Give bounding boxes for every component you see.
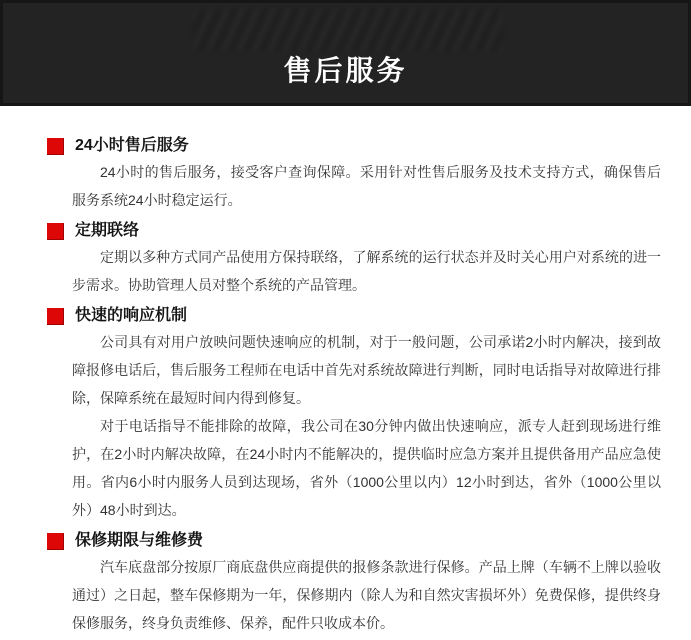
section-paragraph: 24小时的售后服务，接受客户查询保障。采用针对性售后服务及技术支持方式，确保售后服务系统24小时稳定运行。 [72, 164, 661, 208]
header-banner [0, 0, 691, 106]
section-paragraph: 公司具有对用户放映问题快速响应的机制，对于一般问题，公司承诺2小时内解决，接到故障报修电话后，售后服务工程师在电话中首先对系统故障进行判断，同时电话指导对故障进行排除，保障系统在最短时间内得到修复。 [72, 334, 661, 406]
section-heading: 快速的响应机制 [75, 307, 188, 324]
red-square-bullet-icon [47, 138, 64, 155]
section-warranty [47, 532, 661, 637]
section-heading-row [47, 137, 661, 155]
section-heading-row [47, 222, 661, 240]
section-fast-response [47, 307, 661, 524]
page-title: 售后服务 [283, 55, 408, 86]
red-square-bullet-icon [47, 308, 64, 325]
section-heading-row [47, 532, 661, 550]
red-square-bullet-icon [47, 533, 64, 550]
section-paragraph: 定期以多种方式同产品使用方保持联络，了解系统的运行状态并及时关心用户对系统的进一步需求。协助管理人员对整个系统的产品管理。 [72, 249, 661, 293]
content-area [0, 106, 691, 637]
section-heading: 24小时售后服务 [75, 137, 189, 154]
section-paragraph: 对于电话指导不能排除的故障，我公司在30分钟内做出快速响应，派专人赶到现场进行维护，在2小时内解决故障，在24小时内不能解决的，提供临时应急方案并且提供备用产品应急使用。省内6小时内服务人员到达现场，省外（1000公里以内）12小时到达，省外（1000公里以外）48小时到达。 [72, 418, 661, 518]
watermark-smudge [193, 9, 503, 51]
section-24h-service [47, 137, 661, 214]
section-heading: 保修期限与维修费 [75, 532, 204, 549]
section-regular-contact [47, 222, 661, 299]
red-square-bullet-icon [47, 223, 64, 240]
section-heading-row [47, 307, 661, 325]
section-paragraph: 汽车底盘部分按原厂商底盘供应商提供的报修条款进行保修。产品上牌（车辆不上牌以验收通过）之日起，整车保修期为一年，保修期内（除人为和自然灾害损坏外）免费保修，提供终身保修服务，终身负责维修、保养，配件只收成本价。 [72, 559, 661, 631]
section-heading: 定期联络 [75, 222, 140, 239]
